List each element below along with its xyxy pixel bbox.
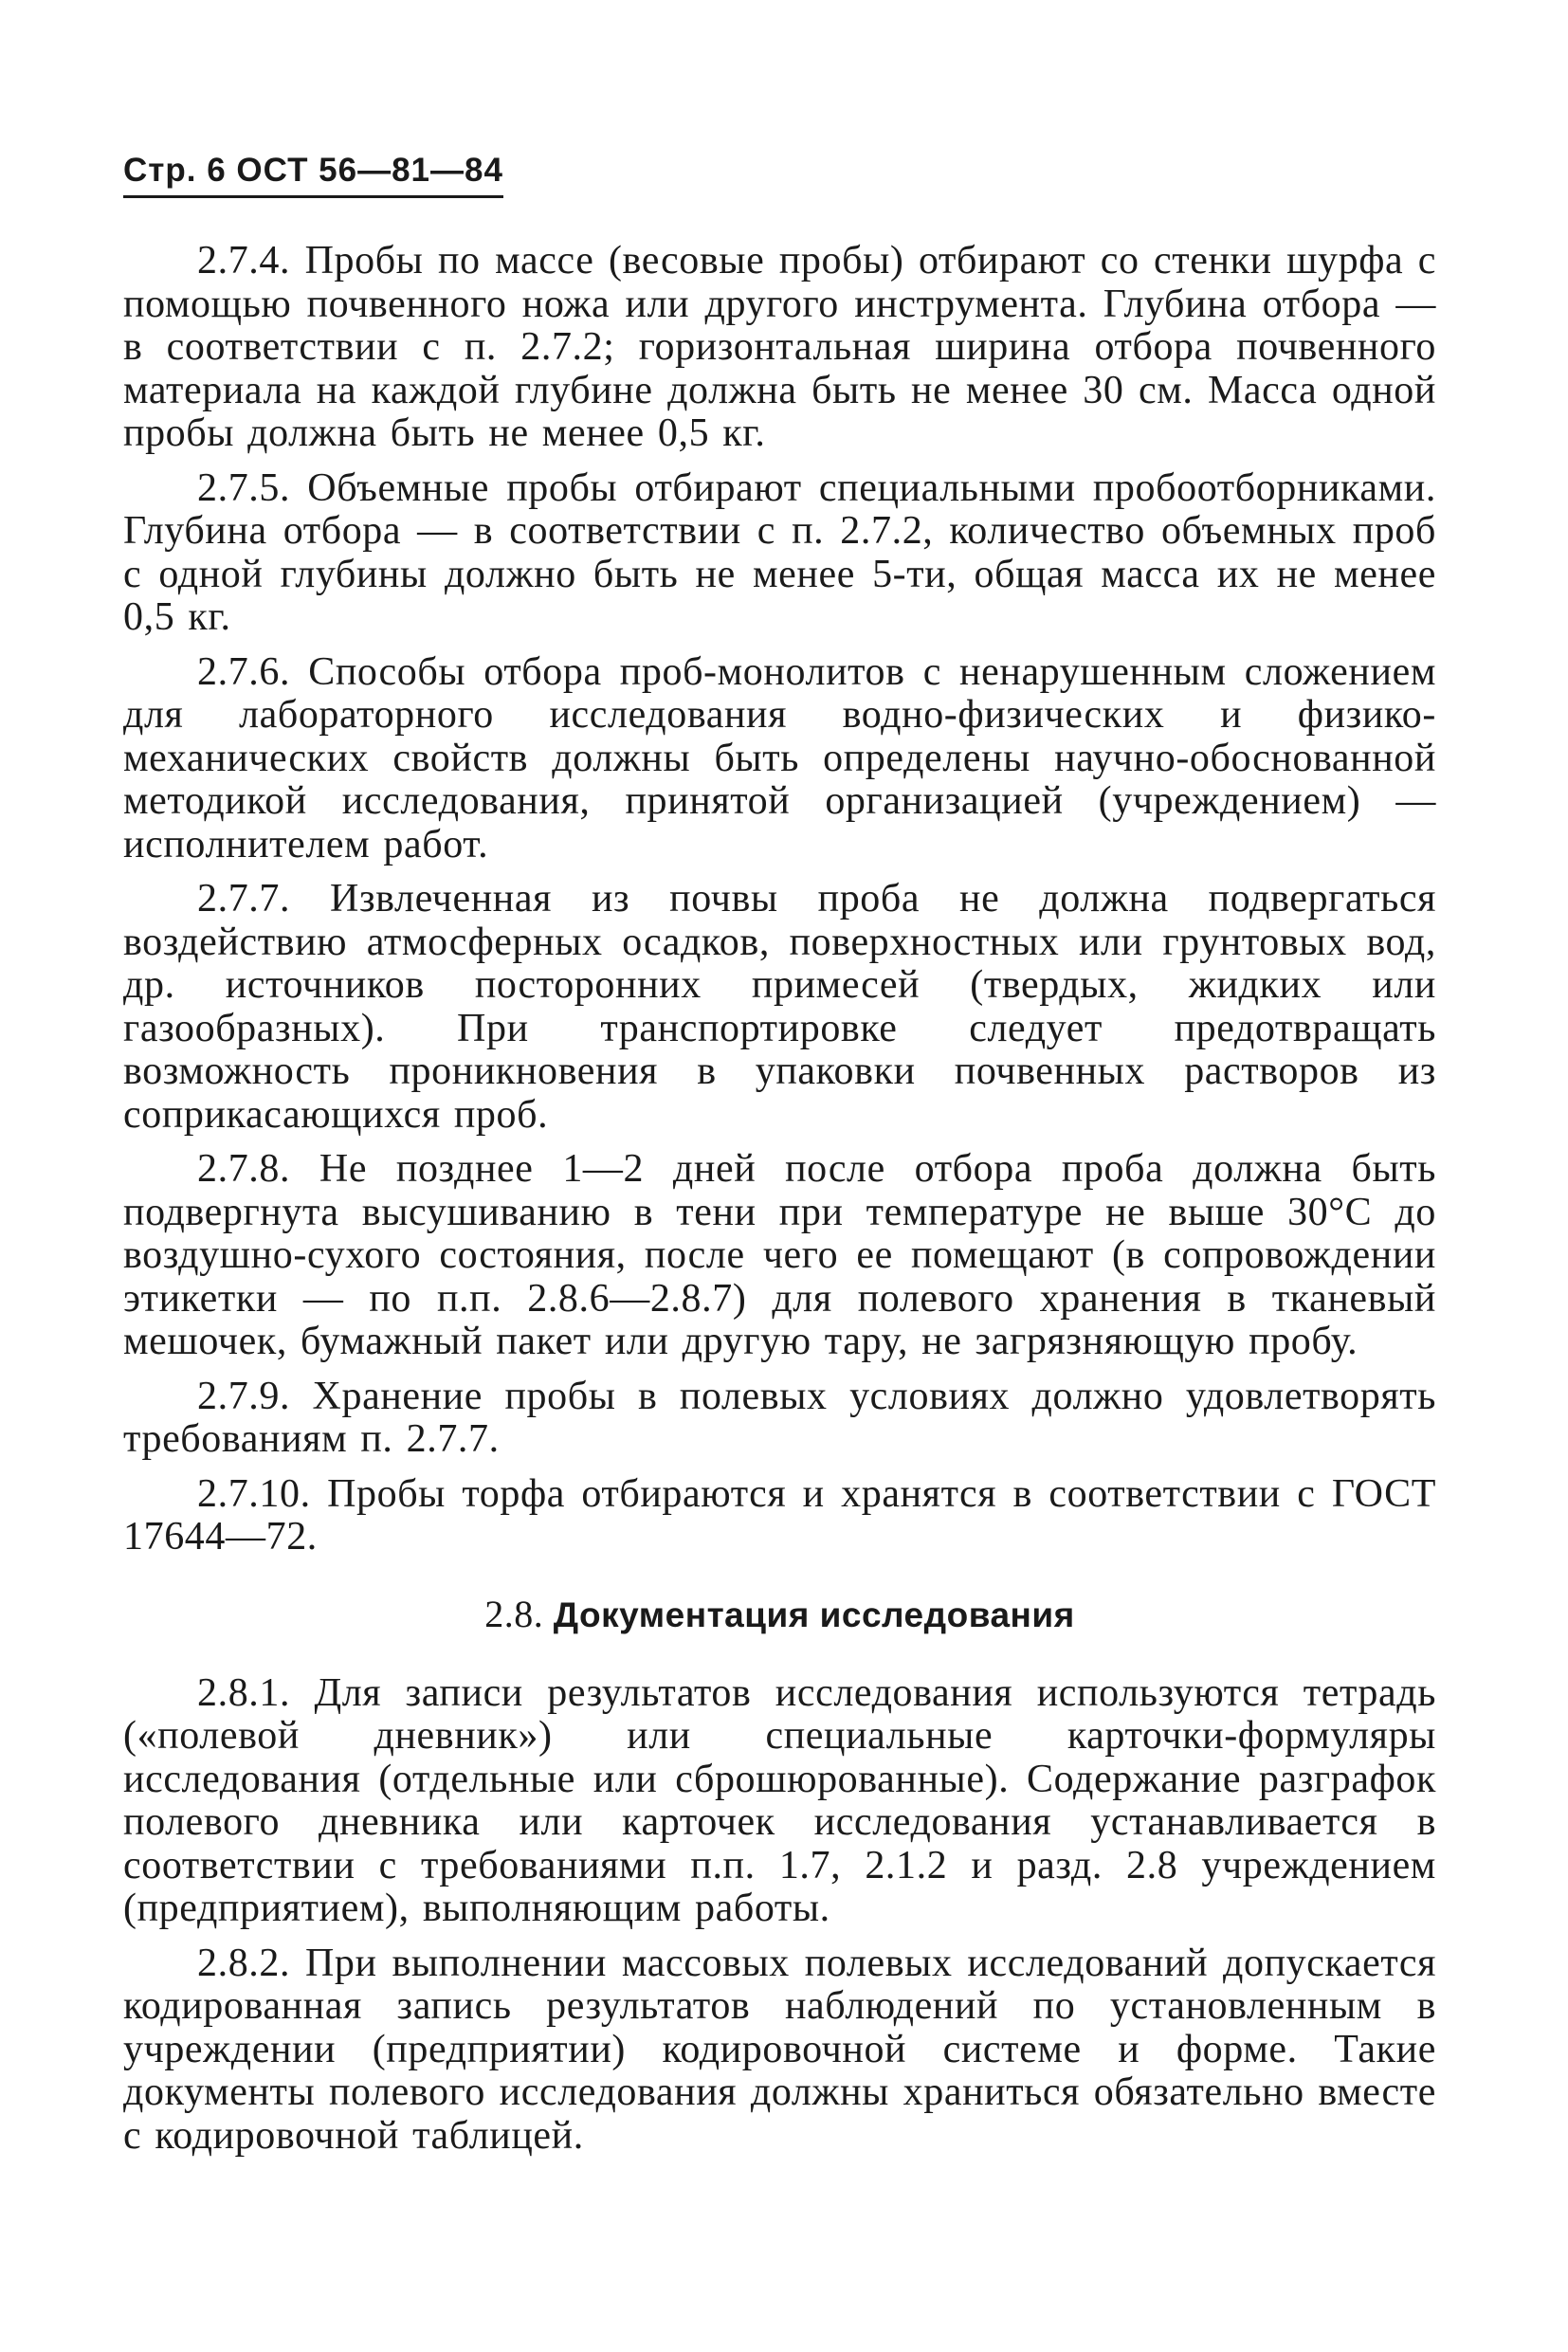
paragraph-2-8-2: 2.8.2. При выполнении массовых полевых исследований допускается кодированная запись результатов наблюдений по установленным в учреждении (предприятии) кодировочной системе и форме. Такие документы полевого исследования должны храниться обязательно вместе с кодировочной таблицей. [123,1941,1436,2158]
paragraph-2-7-8: 2.7.8. Не позднее 1—2 дней после отбора проба должна быть подвергнута высушиванию в тени при температуре не выше 30°С до воздушно-сухого состояния, после чего ее помещают (в сопровождении этикетки — по п.п. 2.8.6—2.8.7) для полевого хранения в тканевый мешочек, бумажный пакет или другую тару, не загрязняющую пробу. [123,1147,1436,1363]
section-number: 2.8. [484,1592,544,1635]
section-title: Документация исследования [553,1595,1075,1634]
paragraph-2-8-1: 2.8.1. Для записи результатов исследования используются тетрадь («полевой дневник») или специальные карточки-формуляры исследования (отдельные или сброшюрованные). Содержание разграфок полевого дневника или карточек исследования устанавливается в соответствии с требованиями п.п. 1.7, 2.1.2 и разд. 2.8 учреждением (предприятием), выполняющим работы. [123,1670,1436,1930]
paragraph-2-7-4: 2.7.4. Пробы по массе (весовые пробы) отбирают со стенки шурфа с помощью почвенного ножа или другого инструмента. Глубина отбора — в соответствии с п. 2.7.2; горизонтальная ширина отбора почвенного материала на каждой глубине должна быть не менее 30 см. Масса одной пробы должна быть не менее 0,5 кг. [123,239,1436,455]
section-heading-2-8 [123,1592,1436,1636]
page-header: Стр. 6 ОСТ 56—81—84 [123,152,503,198]
paragraph-2-7-6: 2.7.6. Способы отбора проб-монолитов с ненарушенным сложением для лабораторного исследования водно-физических и физико-механических свойств должны быть определены научно-обоснованной методикой исследования, принятой организацией (учреждением) — исполнителем работ. [123,649,1436,866]
document-page [123,152,1436,2169]
paragraph-2-7-10: 2.7.10. Пробы торфа отбираются и хранятся в соответствии с ГОСТ 17644—72. [123,1471,1436,1559]
paragraph-2-7-5: 2.7.5. Объемные пробы отбирают специальными пробоотборниками. Глубина отбора — в соответствии с п. 2.7.2, количество объемных проб с одной глубины должно быть не менее 5-ти, общая масса их не менее 0,5 кг. [123,465,1436,639]
paragraph-2-7-7: 2.7.7. Извлеченная из почвы проба не должна подвергаться воздействию атмосферных осадков, поверхностных или грунтовых вод, др. источников посторонних примесей (твердых, жидких или газообразных). При транспортировке следует предотвращать возможность проникновения в упаковки почвенных растворов из соприкасающихся проб. [123,877,1436,1137]
paragraph-2-7-9: 2.7.9. Хранение пробы в полевых условиях должно удовлетворять требованиям п. 2.7.7. [123,1374,1436,1461]
